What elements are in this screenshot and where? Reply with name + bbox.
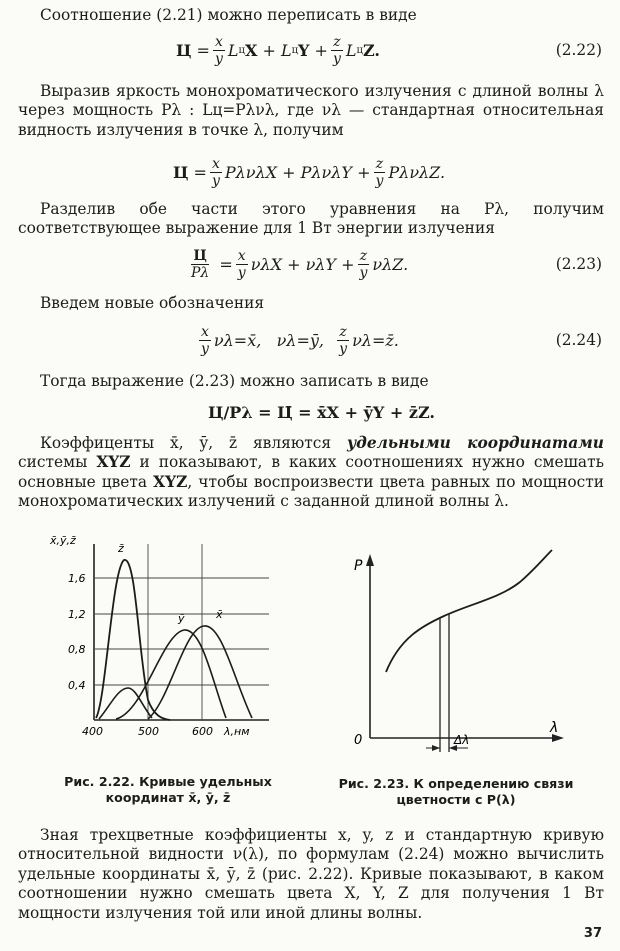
x-axis-unit: λ,нм (224, 725, 250, 738)
equation-number: (2.24) (555, 331, 602, 349)
x-label-lambda: λ (550, 720, 559, 736)
equation-2-22: Ц = $\frac{x}{y}$ L ц X + L ц Y + $\frac{z}{y}$ L ц Z. (2.22) (18, 28, 604, 72)
equation-2-24: $\frac{x}{y}$ νλ=x̄, νλ=ȳ, $\frac{z}{y}$ νλ=z̄. (2.24) (18, 318, 604, 362)
y-bar-curve (116, 630, 226, 719)
x-bar-large-curve (148, 626, 252, 719)
power-curve (386, 550, 552, 672)
fraction-x-y: $\frac{x}{y}$ (237, 247, 246, 281)
paragraph-notation: Введем новые обозначения (40, 294, 265, 312)
paragraph-then: Тогда выражение (2.23) можно записать в виде (40, 372, 429, 390)
delta-lambda-label: Δλ (454, 733, 470, 747)
paragraph-divide: Разделив обе части этого уравнения на Pλ, получим соответствующее выражение для 1 Вт энергии излучения (18, 200, 604, 238)
equation-specific: Ц/Pλ = Ц̄ = x̄X + ȳY + z̄Z. (208, 402, 435, 422)
curve-label-z: z̄ (118, 542, 124, 555)
fraction-x-y: $\frac{x}{y}$ (211, 155, 220, 189)
equation-number: (2.23) (555, 255, 602, 273)
eq-lhs: Ц (176, 40, 192, 60)
y-tick-label: 0,4 (68, 679, 86, 692)
y-axis-label: x̄,ȳ,z̄ (50, 534, 76, 547)
y-label-p: P (354, 558, 363, 574)
paragraph-coefficients: Коэффиценты x̄, ȳ, z̄ являются удельными координатами системы XYZ и показывают, в каких соотношениях нужно смешать основные цвета XYZ, чтобы воспроизвести цвета равных по мощности монохроматических излучений с заданной длиной волны λ. (18, 434, 605, 511)
y-tick-label: 1,6 (68, 572, 86, 585)
fraction-z-y: $\frac{z}{y}$ (359, 247, 368, 281)
x-tick-label: 500 (138, 725, 159, 738)
x-tick-label: 600 (192, 725, 213, 738)
z-bar-curve (96, 560, 170, 720)
fraction-z-y: $\frac{z}{y}$ (339, 323, 348, 357)
curve-label-x: x̄ (216, 608, 223, 621)
figure-2-23-diagram (330, 548, 580, 758)
fraction-x-y: $\frac{x}{y}$ (201, 323, 209, 357)
equation-number: (2.22) (555, 41, 602, 59)
figure-2-22-chart (44, 530, 284, 745)
equation-power: Ц = $\frac{x}{y}$ PλνλX + PλνλY + $\frac{z}{y}$ PλνλZ. (173, 155, 446, 189)
page-number: 37 (583, 926, 602, 941)
figure-2-22-caption: Рис. 2.22. Кривые удельных координат x̄, ȳ, z̄ (64, 774, 272, 805)
fraction-c-p: $\frac{Ц}{P\lambda}$ (191, 247, 210, 281)
paragraph-intro: Соотношение (2.21) можно переписать в виде (40, 6, 417, 24)
fraction-z-y: $\frac{z}{y}$ (332, 33, 341, 67)
y-tick-label: 0,8 (68, 643, 86, 656)
paragraph-brightness: Выразив яркость монохроматического излучения с длиной волны λ через мощность Pλ : Lц=Pλνλ, где νλ — стандартная относительная видность излучения в точке λ, получим (18, 82, 604, 139)
fraction-x-y: $\frac{x}{y}$ (214, 33, 223, 67)
x-tick-label: 400 (82, 725, 103, 738)
origin-label: 0 (354, 733, 363, 748)
curve-label-y: ȳ (178, 612, 185, 625)
figure-2-23-caption: Рис. 2.23. К определению связи цветности с P(λ) (338, 776, 574, 807)
y-tick-label: 1,2 (68, 608, 86, 621)
paragraph-conclusion: Зная трехцветные коэффициенты x, y, z и стандартную кривую относительной видности ν(λ), по формулам (2.24) можно вычислить удельные координаты x̄, ȳ, z̄ (рис. 2.22). Кривые показывают, в каком соотношении нужно смешать цвета X, Y, Z для получения 1 Вт мощности излучения той или иной длины волны. (18, 826, 604, 922)
fraction-z-y: $\frac{z}{y}$ (375, 155, 384, 189)
equation-2-23: $\frac{Ц}{P\lambda}$ = $\frac{x}{y}$ νλX + νλY + $\frac{z}{y}$ νλZ. (2.23) (18, 242, 604, 286)
